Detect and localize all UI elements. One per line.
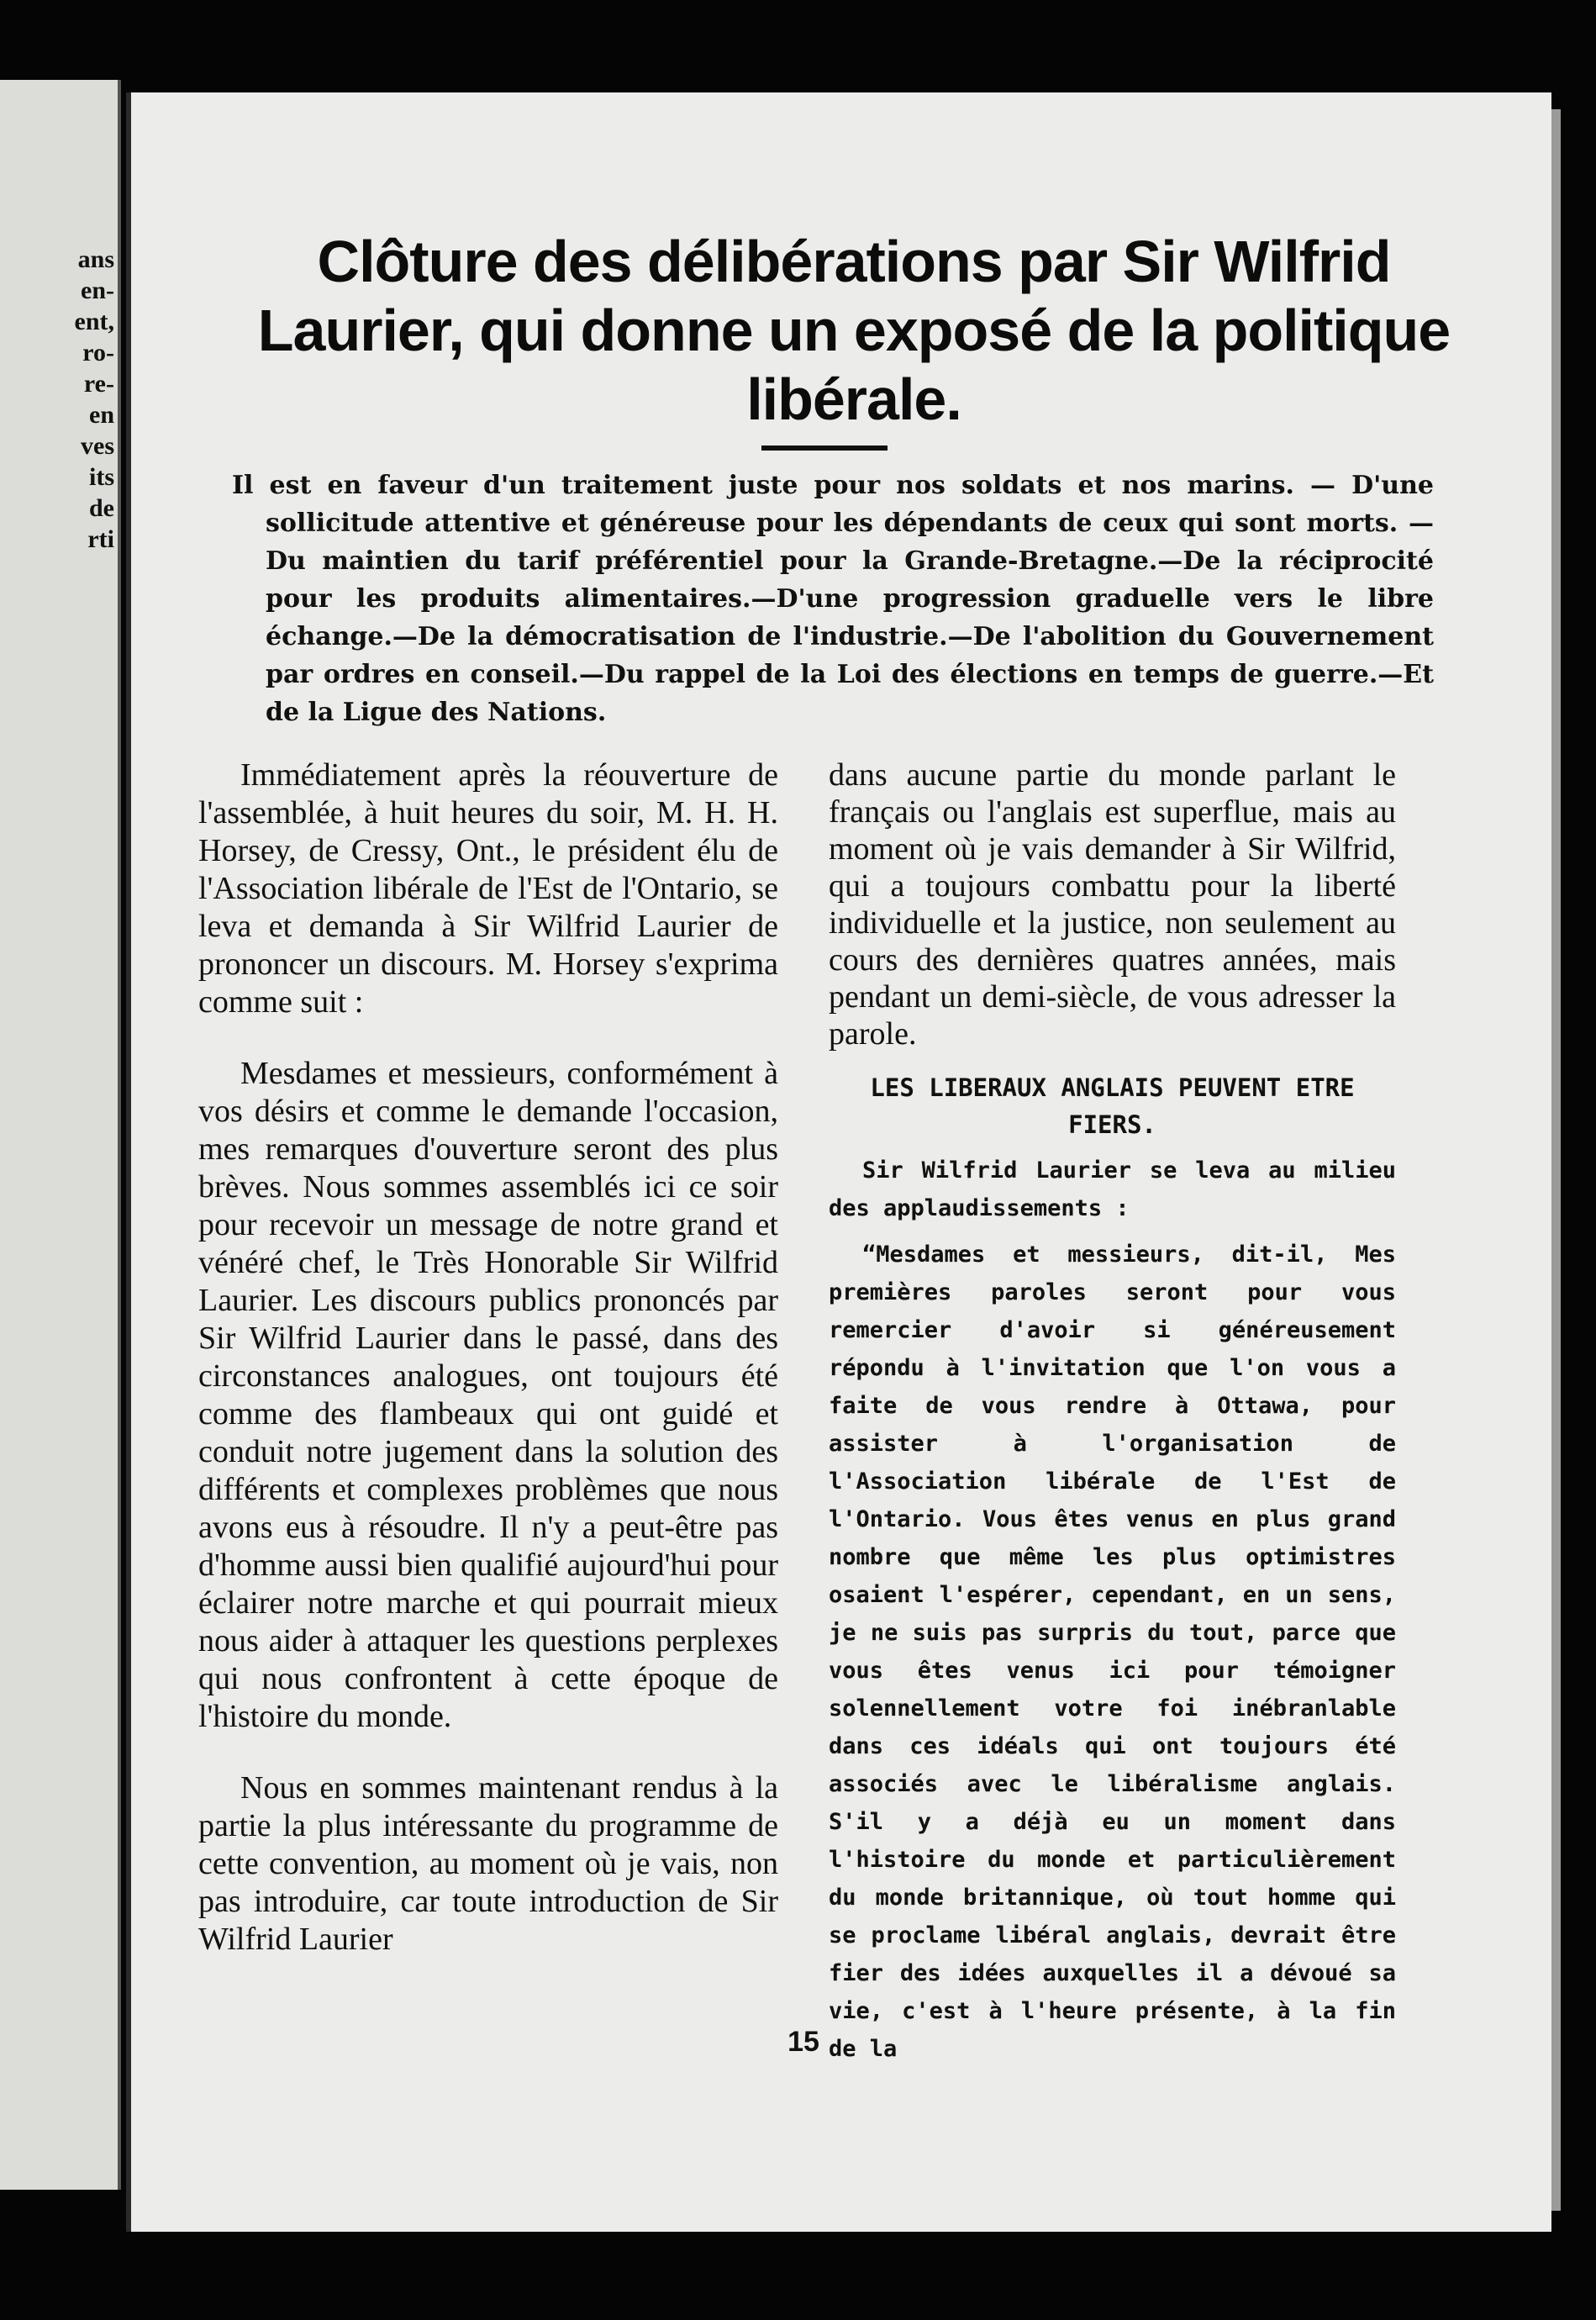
paragraph: “Mesdames et messieurs, dit-il, Mes premières paroles seront pour vous remercier d'avoir si généreusement répondu à l'invitation que l'on vous a faite de vous rendre à Ottawa, pour assister à l'organisation de l'Association libérale de l'Est de l'Ontario. Vous êtes venus en plus grand nombre que même les plus optimistres osaient l'espérer, cependant, en un sens, je ne suis pas surpris du tout, parce que vous êtes venus ici pour témoigner solennellement votre foi inébranlable dans ces idéals qui ont toujours été associés avec le libéralisme anglais. S'il y a déjà eu un moment dans l'histoire du monde et particulièrement du monde britannique, où tout homme qui se proclame libéral anglais, devrait être fier des idées auxquelles il a dévoué sa vie, c'est à l'heure présente, à la fin de la: [829, 1242, 1396, 2062]
fragment-line: ves: [81, 432, 114, 460]
fragment-line: ent,: [74, 308, 114, 335]
article-title: Clôture des délibérations par Sir Wilfrid Laurier, qui donne un exposé de la politique libérale.: [257, 229, 1451, 432]
section-subheading: LES LIBERAUX ANGLAIS PEUVENT ETRE FIERS.: [870, 1073, 1355, 1139]
fragment-line: de: [89, 494, 114, 522]
paragraph: Nous en sommes maintenant rendus à la partie la plus intéressante du programme de cette convention, au moment où je vais, non pas introduire, car toute introduction de Sir Wilfrid Laurier: [198, 1770, 778, 1957]
paragraph: Sir Wilfrid Laurier se leva au milieu des applaudissements :: [829, 1157, 1396, 1221]
fragment-line: en-: [81, 277, 114, 304]
left-column: [198, 757, 778, 1992]
fragment-line: its: [89, 463, 114, 491]
article-summary: Il est en faveur d'un traitement juste pour nos soldats et nos marins. — D'une sollicitude attentive et généreuse pour les dépendants de ceux qui sont morts. —Du maintien du tarif préférentiel pour la Grande-Bretagne.—De la réciprocité pour les produits alimentaires.—D'une progression graduelle vers le libre échange.—De la démocratisation de l'industrie.—De l'abolition du Gouvernement par ordres en conseil.—Du rappel de la Loi des élections en temps de guerre.—Et de la Ligue des Nations.: [232, 471, 1434, 727]
right-column: [829, 757, 1396, 2076]
page-number: 15: [787, 2026, 819, 2058]
paragraph-continuation: dans aucune partie du monde parlant le français ou l'anglais est superflue, mais au moment où je vais demander à Sir Wilfrid, qui a toujours combattu pour la liberté individuelle et la justice, non seulement au cours des dernières quatres années, mais pendant un demi-siècle, de vous adresser la parole.: [829, 757, 1396, 1052]
fragment-line: ro-: [82, 339, 114, 366]
fragment-line: re-: [83, 370, 114, 398]
fragment-line: ans: [77, 245, 114, 273]
fragment-line: en: [89, 401, 114, 429]
fragment-line: rti: [87, 525, 114, 553]
title-divider: [761, 446, 888, 451]
previous-page-edge: [0, 80, 121, 2190]
previous-page-text-fragments: [0, 244, 118, 555]
paragraph: Mesdames et messieurs, conformément à vos désirs et comme le demande l'occasion, mes remarques d'ouverture seront des plus brèves. Nous sommes assemblés ici ce soir pour recevoir un message de notre grand et vénéré chef, le Très Honorable Sir Wilfrid Laurier. Les discours publics prononcés par Sir Wilfrid Laurier dans le passé, dans des circonstances analogues, ont toujours été comme des flambeaux qui ont guidé et conduit notre jugement dans la solution des différents et complexes problèmes que nous avons eus à résoudre. Il n'y a peut-être pas d'homme aussi bien qualifié aujourd'hui pour éclairer notre marche et qui pourrait mieux nous aider à attaquer les questions perplexes qui nous confrontent à cette époque de l'histoire du monde.: [198, 1056, 778, 1734]
document-page: [126, 92, 1551, 2232]
paragraph: Immédiatement après la réouverture de l'assemblée, à huit heures du soir, M. H. H. Horsey, de Cressy, Ont., le président élu de l'Association libérale de l'Est de l'Ontario, se leva et demanda à Sir Wilfrid Laurier de prononcer un discours. M. Horsey s'exprima comme suit :: [198, 757, 778, 1020]
